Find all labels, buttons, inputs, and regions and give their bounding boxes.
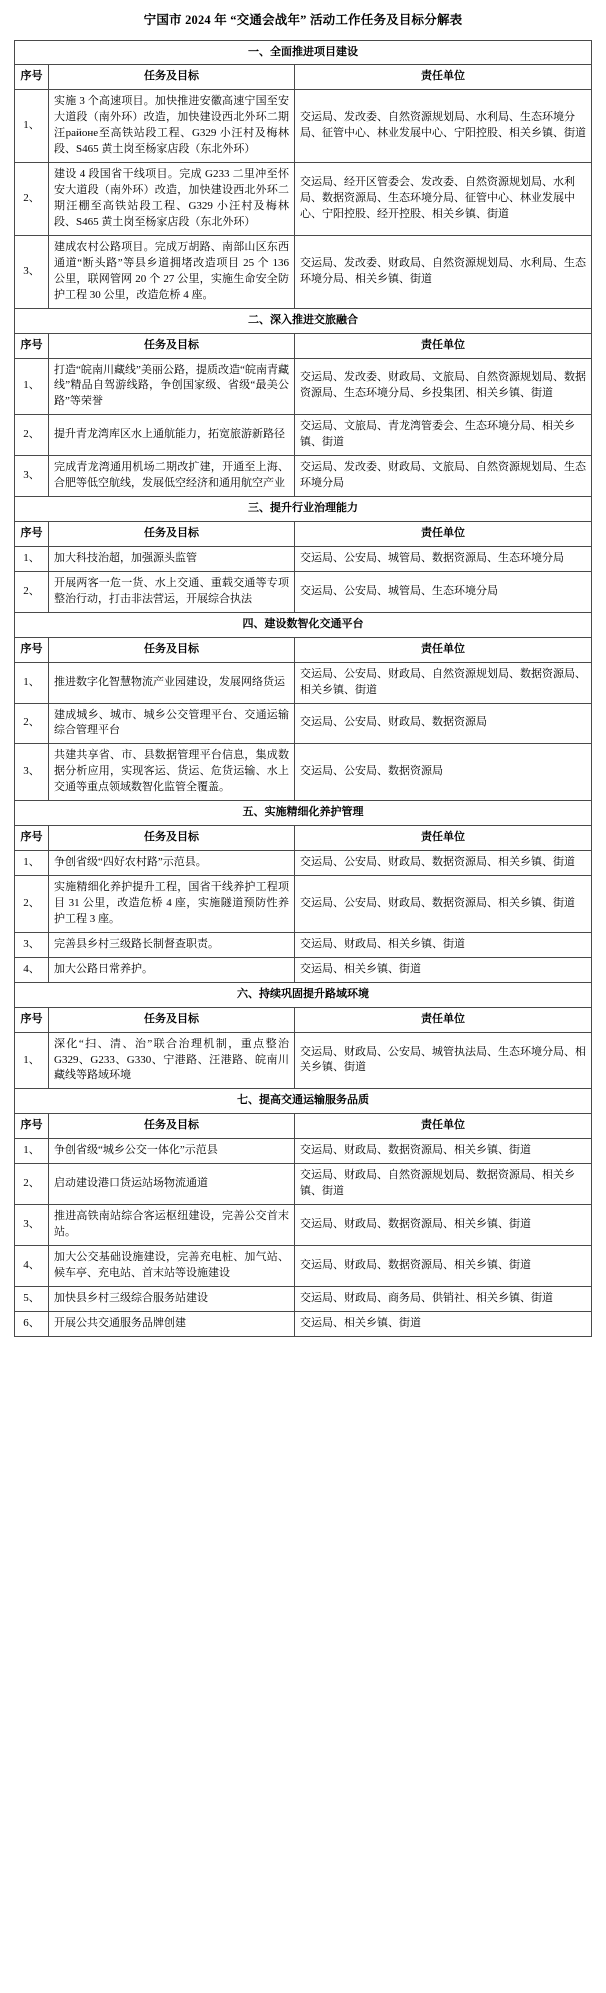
row-no: 3、: [15, 932, 49, 957]
row-task: 开展两客一危一货、水上交通、重载交通等专项整治行动，打击非法营运，开展综合执法: [49, 571, 295, 612]
table-row: [15, 662, 592, 703]
column-header-task: 任务及目标: [49, 637, 295, 662]
row-task: 开展公共交通服务品牌创建: [49, 1311, 295, 1336]
row-no: 5、: [15, 1286, 49, 1311]
section-heading: 七、提高交通运输服务品质: [15, 1089, 592, 1114]
column-header-unit: 责任单位: [295, 826, 592, 851]
column-header-row: [15, 522, 592, 547]
section-heading-row: [15, 982, 592, 1007]
table-row: [15, 932, 592, 957]
row-no: 2、: [15, 571, 49, 612]
column-header-unit: 责任单位: [295, 522, 592, 547]
row-unit: 交运局、公安局、数据资源局: [295, 744, 592, 801]
table-row: [15, 851, 592, 876]
table-row: [15, 358, 592, 415]
column-header-no: 序号: [15, 1007, 49, 1032]
row-task: 深化“扫、清、治”联合治理机制，重点整治 G329、G233、G330、宁港路、汪港路、皖南川藏线等路域环境: [49, 1032, 295, 1089]
column-header-unit: 责任单位: [295, 1007, 592, 1032]
row-unit: 交运局、相关乡镇、街道: [295, 1311, 592, 1336]
column-header-unit: 责任单位: [295, 65, 592, 90]
section-heading-row: [15, 1089, 592, 1114]
column-header-row: [15, 637, 592, 662]
column-header-task: 任务及目标: [49, 522, 295, 547]
row-no: 1、: [15, 662, 49, 703]
section-heading-row: [15, 308, 592, 333]
row-no: 2、: [15, 415, 49, 456]
row-no: 1、: [15, 90, 49, 163]
column-header-task: 任务及目标: [49, 333, 295, 358]
table-row: [15, 1205, 592, 1246]
row-task: 推进数字化智慧物流产业园建设，发展网络货运: [49, 662, 295, 703]
table-row: [15, 703, 592, 744]
table-row: [15, 546, 592, 571]
column-header-no: 序号: [15, 637, 49, 662]
column-header-row: [15, 65, 592, 90]
table-row: [15, 1139, 592, 1164]
row-unit: 交运局、发改委、自然资源规划局、水利局、生态环境分局、征管中心、林业发展中心、宁阳控股、相关乡镇、街道: [295, 90, 592, 163]
row-unit: 交运局、财政局、数据资源局、相关乡镇、街道: [295, 1139, 592, 1164]
row-task: 提升青龙湾库区水上通航能力，拓宽旅游新路径: [49, 415, 295, 456]
row-task: 共建共享省、市、县数据管理平台信息，集成数据分析应用，实现客运、货运、危货运输、水上交通等重点领域数智化监管全覆盖。: [49, 744, 295, 801]
page-title: 宁国市 2024 年 “交通会战年” 活动工作任务及目标分解表: [143, 13, 463, 27]
row-no: 1、: [15, 1032, 49, 1089]
section-heading-row: [15, 40, 592, 65]
row-task: 加大科技治超，加强源头监管: [49, 546, 295, 571]
section-heading: 四、建设数智化交通平台: [15, 612, 592, 637]
column-header-row: [15, 1007, 592, 1032]
table-row: [15, 1032, 592, 1089]
section-heading: 一、全面推进项目建设: [15, 40, 592, 65]
section-heading: 二、深入推进交旅融合: [15, 308, 592, 333]
row-no: 4、: [15, 1245, 49, 1286]
row-unit: 交运局、财政局、数据资源局、相关乡镇、街道: [295, 1205, 592, 1246]
table-row: [15, 235, 592, 308]
row-unit: 交运局、文旅局、青龙湾管委会、生态环境分局、相关乡镇、街道: [295, 415, 592, 456]
row-unit: 交运局、经开区管委会、发改委、自然资源规划局、水利局、数据资源局、生态环境分局、征管中心、林业发展中心、宁阳控股、经开控股、相关乡镇、街道: [295, 163, 592, 236]
table-row: [15, 1164, 592, 1205]
row-task: 建成农村公路项目。完成万胡路、南部山区东西通道“断头路”等县乡道拥堵改造项目 25 个 136 公里，联网管网 20 个 27 公里，实施生命安全防护工程 30 公里，改造危桥 4 座。: [49, 235, 295, 308]
row-unit: 交运局、财政局、公安局、城管执法局、生态环境分局、相关乡镇、街道: [295, 1032, 592, 1089]
row-unit: 交运局、发改委、财政局、文旅局、自然资源规划局、数据资源局、生态环境分局、乡投集团、相关乡镇、街道: [295, 358, 592, 415]
row-no: 2、: [15, 703, 49, 744]
column-header-no: 序号: [15, 522, 49, 547]
column-header-no: 序号: [15, 826, 49, 851]
table-row: [15, 90, 592, 163]
column-header-row: [15, 826, 592, 851]
column-header-row: [15, 1114, 592, 1139]
row-unit: 交运局、公安局、城管局、数据资源局、生态环境分局: [295, 546, 592, 571]
column-header-unit: 责任单位: [295, 333, 592, 358]
table-row: [15, 1245, 592, 1286]
row-unit: 交运局、发改委、财政局、文旅局、自然资源规划局、生态环境分局: [295, 456, 592, 497]
row-no: 1、: [15, 546, 49, 571]
column-header-no: 序号: [15, 333, 49, 358]
row-no: 1、: [15, 358, 49, 415]
row-no: 3、: [15, 235, 49, 308]
row-unit: 交运局、公安局、财政局、数据资源局: [295, 703, 592, 744]
row-unit: 交运局、公安局、财政局、数据资源局、相关乡镇、街道: [295, 851, 592, 876]
row-unit: 交运局、公安局、财政局、自然资源规划局、数据资源局、相关乡镇、街道: [295, 662, 592, 703]
row-task: 加大公交基础设施建设，完善充电桩、加气站、候车亭、充电站、首末站等设施建设: [49, 1245, 295, 1286]
row-no: 2、: [15, 876, 49, 933]
row-task: 完成青龙湾通用机场二期改扩建，开通至上海、合肥等低空航线，发展低空经济和通用航空产业: [49, 456, 295, 497]
section-heading: 六、持续巩固提升路域环境: [15, 982, 592, 1007]
row-no: 3、: [15, 456, 49, 497]
row-unit: 交运局、相关乡镇、街道: [295, 957, 592, 982]
row-no: 3、: [15, 1205, 49, 1246]
row-no: 1、: [15, 1139, 49, 1164]
row-task: 加大公路日常养护。: [49, 957, 295, 982]
row-task: 加快县乡村三级综合服务站建设: [49, 1286, 295, 1311]
column-header-unit: 责任单位: [295, 1114, 592, 1139]
table-row: [15, 571, 592, 612]
section-heading-row: [15, 801, 592, 826]
row-unit: 交运局、发改委、财政局、自然资源规划局、水利局、生态环境分局、相关乡镇、街道: [295, 235, 592, 308]
table-row: [15, 163, 592, 236]
table-row: [15, 456, 592, 497]
row-task: 争创省级“四好农村路”示范县。: [49, 851, 295, 876]
row-unit: 交运局、财政局、自然资源规划局、数据资源局、相关乡镇、街道: [295, 1164, 592, 1205]
column-header-no: 序号: [15, 65, 49, 90]
row-no: 1、: [15, 851, 49, 876]
row-task: 争创省级“城乡公交一体化”示范县: [49, 1139, 295, 1164]
table-row: [15, 1311, 592, 1336]
column-header-unit: 责任单位: [295, 637, 592, 662]
table-row: [15, 744, 592, 801]
column-header-row: [15, 333, 592, 358]
column-header-task: 任务及目标: [49, 826, 295, 851]
row-unit: 交运局、财政局、商务局、供销社、相关乡镇、街道: [295, 1286, 592, 1311]
row-task: 实施精细化养护提升工程，国省干线养护工程项目 31 公里，改造危桥 4 座，实施隧道预防性养护工程 3 座。: [49, 876, 295, 933]
row-no: 2、: [15, 1164, 49, 1205]
row-no: 4、: [15, 957, 49, 982]
row-task: 建成城乡、城市、城乡公交管理平台、交通运输综合管理平台: [49, 703, 295, 744]
task-breakdown-table: [14, 40, 592, 1337]
section-heading-row: [15, 497, 592, 522]
row-task: 实施 3 个高速项目。加快推进安徽高速宁国至安大道段（南外环）改造，加快建设西北外环二期汪районе至高铁站段工程、G329 小汪村及梅林段、S465 黄土岗至杨家店段（东北外环）: [49, 90, 295, 163]
section-heading: 三、提升行业治理能力: [15, 497, 592, 522]
column-header-task: 任务及目标: [49, 1114, 295, 1139]
row-task: 启动建设港口货运站场物流通道: [49, 1164, 295, 1205]
section-heading-row: [15, 612, 592, 637]
column-header-task: 任务及目标: [49, 1007, 295, 1032]
row-no: 3、: [15, 744, 49, 801]
table-row: [15, 876, 592, 933]
column-header-task: 任务及目标: [49, 65, 295, 90]
table-row: [15, 1286, 592, 1311]
row-no: 6、: [15, 1311, 49, 1336]
row-unit: 交运局、财政局、数据资源局、相关乡镇、街道: [295, 1245, 592, 1286]
row-task: 建设 4 段国省干线项目。完成 G233 二里冲至怀安大道段（南外环）改造，加快建设西北外环二期汪棚至高铁站段工程、G329 小汪村及梅林段、S465 黄土岗至杨家店段（东北外环）: [49, 163, 295, 236]
row-task: 推进高铁南站综合客运枢纽建设，完善公交首末站。: [49, 1205, 295, 1246]
row-task: 完善县乡村三级路长制督查职责。: [49, 932, 295, 957]
column-header-no: 序号: [15, 1114, 49, 1139]
row-unit: 交运局、公安局、财政局、数据资源局、相关乡镇、街道: [295, 876, 592, 933]
row-no: 2、: [15, 163, 49, 236]
table-row: [15, 415, 592, 456]
table-row: [15, 957, 592, 982]
row-task: 打造“皖南川藏线”美丽公路，提质改造“皖南青藏线”精品自驾游线路，争创国家级、省级“最美公路”等荣誉: [49, 358, 295, 415]
row-unit: 交运局、财政局、相关乡镇、街道: [295, 932, 592, 957]
section-heading: 五、实施精细化养护管理: [15, 801, 592, 826]
row-unit: 交运局、公安局、城管局、生态环境分局: [295, 571, 592, 612]
table-body: [15, 40, 592, 1336]
